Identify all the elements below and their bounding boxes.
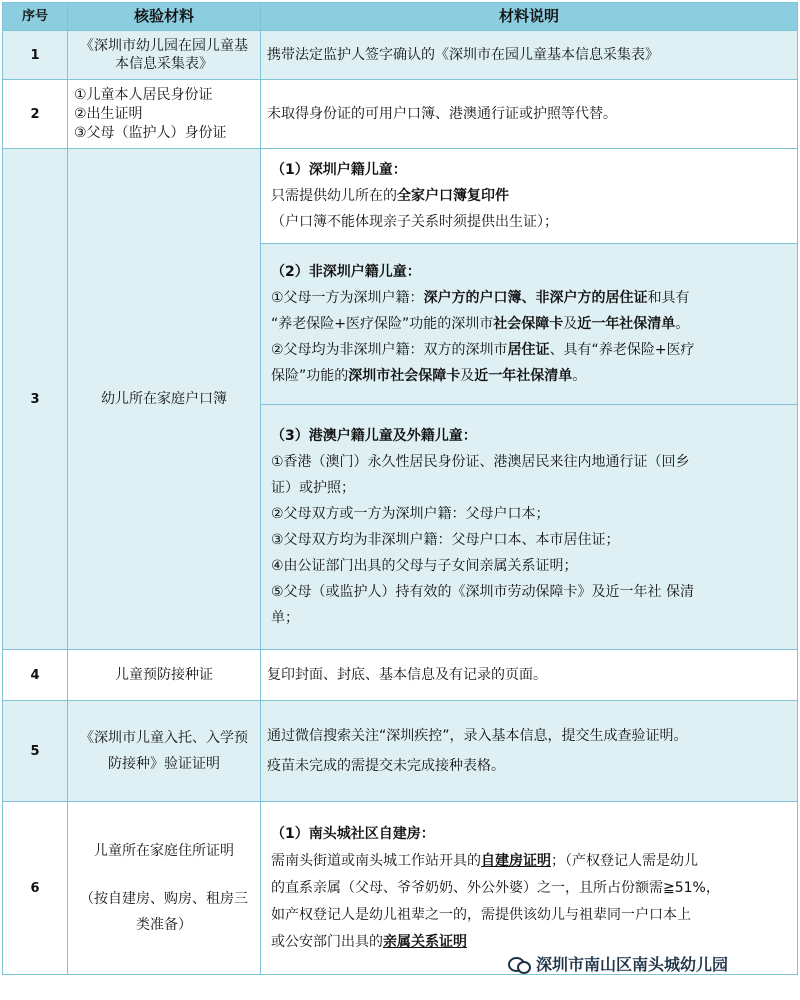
- row-material: 幼儿所在家庭户口簿: [68, 149, 261, 650]
- table-row: [3, 802, 798, 975]
- row-material: [68, 80, 261, 149]
- row-desc: 通过微信搜索关注“深圳疾控”，录入基本信息，提交生成查验证明。 疫苗未完成的需提交未完成接种表格。: [261, 701, 798, 802]
- material-line: ③父母（监护人）身份证: [74, 124, 227, 141]
- table-row: [3, 31, 798, 80]
- table-row: [3, 80, 798, 149]
- row-material: 《深圳市儿童入托、入学预防接种》验证证明: [68, 701, 261, 802]
- verification-materials-table: [2, 2, 798, 975]
- row-material: 《深圳市幼儿园在园儿童基本信息采集表》: [68, 31, 261, 80]
- table-row: [3, 650, 798, 701]
- table-row: [3, 701, 798, 802]
- row-desc: 复印封面、封底、基本信息及有记录的页面。: [261, 650, 798, 701]
- section-hukou-sz: （1）深圳户籍儿童： 只需提供幼儿所在的全家户口簿复印件 （户口簿不能体现亲子关系时须提供出生证）；: [261, 149, 798, 244]
- section-heading: （1）南头城社区自建房：: [271, 825, 435, 842]
- row-material: 儿童所在家庭住所证明 （按自建房、购房、租房三类准备）: [68, 802, 261, 975]
- row-number: 3: [3, 149, 68, 650]
- header-desc: 材料说明: [261, 3, 798, 31]
- header-material: 核验材料: [68, 3, 261, 31]
- watermark: [508, 952, 728, 975]
- table-row: [3, 149, 798, 244]
- row-material: 儿童预防接种证: [68, 650, 261, 701]
- watermark-text: 深圳市南山区南头城幼儿园: [536, 955, 729, 974]
- section-heading: （2）非深圳户籍儿童：: [271, 264, 421, 280]
- row-number: 2: [3, 80, 68, 149]
- row-number: 4: [3, 650, 68, 701]
- section-hk-foreign: （3）港澳户籍儿童及外籍儿童： ①香港（澳门）永久性居民身份证、港澳居民来往内地通行证（回乡 证）或护照； ②父母双方或一方为深圳户籍：父母户口本； ③父母双方均为非深圳户籍：父母户口本、本市居住证； ④由公证部门出具的父母与子女间亲属关系证明； ⑤父母（或监护人）持有效的《深圳市劳动保障卡》及近一年社 保清 单；: [261, 405, 798, 650]
- section-heading: （1）深圳户籍儿童：: [271, 162, 407, 178]
- material-line: ②出生证明: [74, 105, 143, 122]
- row-number: 1: [3, 31, 68, 80]
- material-line: ①儿童本人居民身份证: [74, 86, 213, 103]
- row-desc: （1）南头城社区自建房： 需南头街道或南头城工作站开具的自建房证明；（产权登记人需是幼儿 的直系亲属（父母、爷爷奶奶、外公外婆）之一，且所占份额需≧51%， 如产权登记人是幼儿祖辈之一的，需提供该幼儿与祖辈同一户口本上 或公安部门出具的亲属关系证明: [261, 802, 798, 975]
- section-heading: （3）港澳户籍儿童及外籍儿童：: [271, 428, 477, 444]
- section-non-sz: （2）非深圳户籍儿童： ①父母一方为深圳户籍：深户方的户口簿、非深户方的居住证和具有 “养老保险+医疗保险”功能的深圳市社会保障卡及近一年社保清单。 ②父母均为非深圳户籍：双方的深圳市居住证、具有“养老保险+医疗 保险”功能的深圳市社会保障卡及近一年社保清单。: [261, 244, 798, 405]
- header-no: 序号: [3, 3, 68, 31]
- row-desc: 未取得身份证的可用户口簿、港澳通行证或护照等代替。: [261, 80, 798, 149]
- wechat-icon: [508, 955, 530, 973]
- row-number: 6: [3, 802, 68, 975]
- row-number: 5: [3, 701, 68, 802]
- table-header-row: [3, 3, 798, 31]
- row-desc: 携带法定监护人签字确认的《深圳市在园儿童基本信息采集表》: [261, 31, 798, 80]
